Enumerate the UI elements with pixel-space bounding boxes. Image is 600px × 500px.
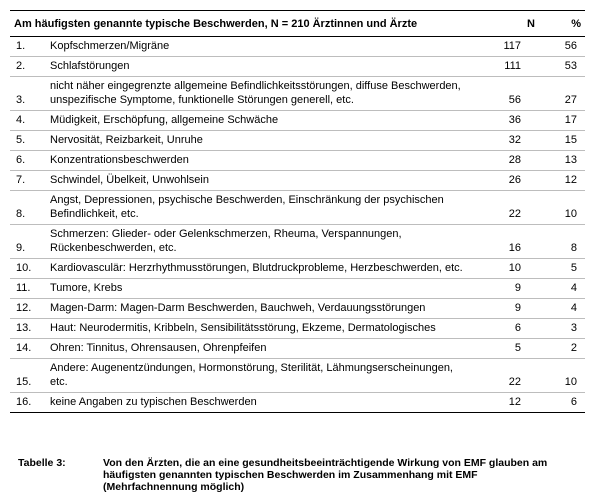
caption-text: Von den Ärzten, die an eine gesundheitsbeeinträchtigende Wirkung von EMF glauben am häufigsten genannten typischen Beschwerden im Zusammenhang mit EMF (Mehrfachnennung möglich) — [103, 457, 548, 493]
row-percent: 53 — [539, 57, 585, 77]
table-row — [10, 131, 585, 151]
row-description: Nervosität, Reizbarkeit, Unruhe — [46, 131, 477, 151]
row-count: 26 — [477, 171, 539, 191]
row-description: Haut: Neurodermitis, Kribbeln, Sensibilitätsstörung, Ekzeme, Dermatologisches — [46, 319, 477, 339]
row-count: 32 — [477, 131, 539, 151]
row-percent: 3 — [539, 319, 585, 339]
row-count: 22 — [477, 359, 539, 393]
table-header-row — [10, 11, 585, 37]
table-row — [10, 171, 585, 191]
row-description: Kardiovasculär: Herzrhythmusstörungen, Blutdruckprobleme, Herzbeschwerden, etc. — [46, 259, 477, 279]
row-count: 28 — [477, 151, 539, 171]
row-number: 16. — [10, 393, 46, 413]
row-number: 7. — [10, 171, 46, 191]
row-percent: 10 — [539, 191, 585, 225]
row-description: Schlafstörungen — [46, 57, 477, 77]
row-percent: 6 — [539, 393, 585, 413]
row-description: Tumore, Krebs — [46, 279, 477, 299]
row-count: 117 — [477, 37, 539, 57]
row-percent: 2 — [539, 339, 585, 359]
row-percent: 10 — [539, 359, 585, 393]
row-number: 12. — [10, 299, 46, 319]
row-description: Schmerzen: Glieder- oder Gelenkschmerzen, Rheuma, Verspannungen, Rückenbeschwerden, etc. — [46, 225, 477, 259]
row-number: 15. — [10, 359, 46, 393]
row-number: 14. — [10, 339, 46, 359]
table-row — [10, 77, 585, 111]
row-percent: 27 — [539, 77, 585, 111]
column-header-percent: % — [539, 11, 585, 37]
column-header-n: N — [477, 11, 539, 37]
table-row — [10, 319, 585, 339]
table-row — [10, 259, 585, 279]
table-row — [10, 393, 585, 413]
caption-label: Tabelle 3: — [18, 457, 66, 469]
row-percent: 13 — [539, 151, 585, 171]
table-row — [10, 339, 585, 359]
row-number: 10. — [10, 259, 46, 279]
row-count: 56 — [477, 77, 539, 111]
table-row — [10, 151, 585, 171]
row-description: Ohren: Tinnitus, Ohrensausen, Ohrenpfeifen — [46, 339, 477, 359]
row-description: Schwindel, Übelkeit, Unwohlsein — [46, 171, 477, 191]
row-count: 111 — [477, 57, 539, 77]
row-count: 12 — [477, 393, 539, 413]
row-count: 9 — [477, 279, 539, 299]
table-title: Am häufigsten genannte typische Beschwerden, N = 210 Ärztinnen und Ärzte — [10, 11, 477, 37]
table-row — [10, 279, 585, 299]
row-percent: 5 — [539, 259, 585, 279]
table-row — [10, 191, 585, 225]
table-row — [10, 111, 585, 131]
row-percent: 17 — [539, 111, 585, 131]
row-number: 13. — [10, 319, 46, 339]
table-row — [10, 37, 585, 57]
table-body — [10, 37, 585, 413]
row-description: Müdigkeit, Erschöpfung, allgemeine Schwäche — [46, 111, 477, 131]
row-description: Angst, Depressionen, psychische Beschwerden, Einschränkung der psychischen Befindlichkeit, etc. — [46, 191, 477, 225]
row-number: 4. — [10, 111, 46, 131]
row-count: 10 — [477, 259, 539, 279]
row-count: 9 — [477, 299, 539, 319]
row-description: keine Angaben zu typischen Beschwerden — [46, 393, 477, 413]
row-count: 6 — [477, 319, 539, 339]
row-percent: 12 — [539, 171, 585, 191]
row-description: Konzentrationsbeschwerden — [46, 151, 477, 171]
row-number: 9. — [10, 225, 46, 259]
row-description: Kopfschmerzen/Migräne — [46, 37, 477, 57]
table-row — [10, 57, 585, 77]
row-percent: 56 — [539, 37, 585, 57]
row-number: 2. — [10, 57, 46, 77]
row-count: 16 — [477, 225, 539, 259]
row-number: 6. — [10, 151, 46, 171]
row-number: 8. — [10, 191, 46, 225]
row-number: 3. — [10, 77, 46, 111]
table-row — [10, 359, 585, 393]
row-count: 22 — [477, 191, 539, 225]
row-number: 1. — [10, 37, 46, 57]
row-count: 5 — [477, 339, 539, 359]
row-number: 5. — [10, 131, 46, 151]
row-description: Andere: Augenentzündungen, Hormonstörung, Sterilität, Lähmungserscheinungen, etc. — [46, 359, 477, 393]
row-percent: 4 — [539, 299, 585, 319]
row-percent: 8 — [539, 225, 585, 259]
complaints-table — [10, 10, 585, 413]
row-number: 11. — [10, 279, 46, 299]
row-percent: 4 — [539, 279, 585, 299]
row-description: nicht näher eingegrenzte allgemeine Befindlichkeitsstörungen, diffuse Beschwerden, unspezifische Symptome, funktionelle Störungen generell, etc. — [46, 77, 477, 111]
row-count: 36 — [477, 111, 539, 131]
row-percent: 15 — [539, 131, 585, 151]
row-description: Magen-Darm: Magen-Darm Beschwerden, Bauchweh, Verdauungsstörungen — [46, 299, 477, 319]
table-row — [10, 225, 585, 259]
table-row — [10, 299, 585, 319]
